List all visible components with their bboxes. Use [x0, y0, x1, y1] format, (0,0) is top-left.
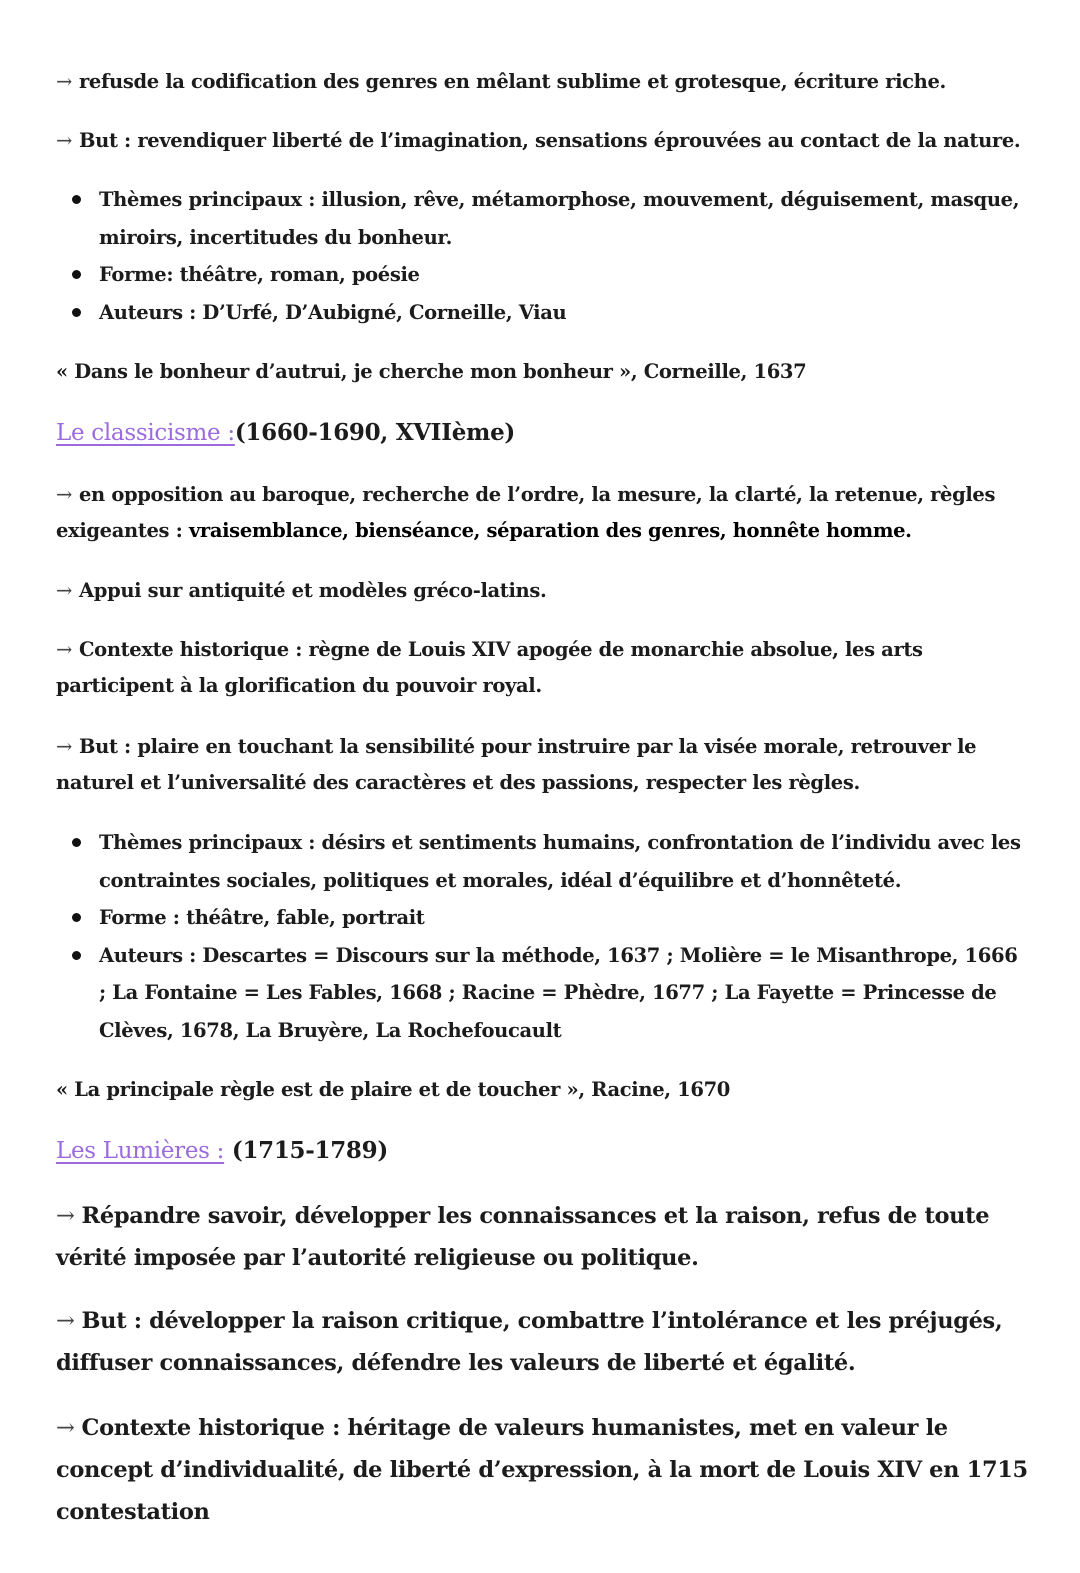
arrow-right-icon: → — [56, 1415, 75, 1441]
bullet-icon — [72, 308, 81, 317]
paragraph-text: Répandre savoir, développer les connaissances et la raison, refus de toute vérité imposée par l’autorité religieuse ou politique. — [56, 1203, 990, 1271]
paragraph — [56, 1195, 1028, 1279]
paragraph-text: But : plaire en touchant la sensibilité pour instruire par la visée morale, retrouver le naturel et l’universalité des caractères et des passions, respecter les règles. — [56, 735, 977, 794]
paragraph — [56, 573, 1028, 609]
list-item: Thèmes principaux : illusion, rêve, métamorphose, mouvement, déguisement, masque, miroirs, incertitudes du bonheur. — [72, 181, 1028, 256]
arrow-right-icon: → — [56, 483, 72, 506]
paragraph-text: en opposition au baroque, recherche de l’ordre, la mesure, la clarté, la retenue, règles exigeantes : — [56, 483, 996, 542]
arrow-right-icon: → — [56, 1308, 75, 1334]
bullet-icon — [72, 270, 81, 279]
list-item: Forme: théâtre, roman, poésie — [72, 256, 1028, 294]
paragraph — [56, 729, 1028, 801]
arrow-right-icon: → — [56, 70, 72, 93]
arrow-right-icon: → — [56, 579, 72, 602]
bullet-icon — [72, 913, 81, 922]
list-item: Auteurs : D’Urfé, D’Aubigné, Corneille, Viau — [72, 294, 1028, 332]
paragraph-text: Appui sur antiquité et modèles gréco-latins. — [79, 579, 547, 602]
list-item: Auteurs : Descartes = Discours sur la méthode, 1637 ; Molière = le Misanthrope, 1666 ; La Fontaine = Les Fables, 1668 ; Racine = Phèdre, 1677 ; La Fayette = Princesse de Clèves, 1678, La Bruyère, La Rochefoucault — [72, 937, 1028, 1050]
paragraph-text: Contexte historique : règne de Louis XIV apogée de monarchie absolue, les arts participent à la glorification du pouvoir royal. — [56, 638, 923, 697]
paragraph — [56, 64, 1028, 100]
bullet-icon — [72, 195, 81, 204]
section-heading-lumieres — [56, 1131, 1028, 1171]
bullet-icon — [72, 838, 81, 847]
section-heading-classicisme — [56, 413, 1028, 453]
section-link[interactable]: Les Lumières : — [56, 1138, 225, 1164]
section-link[interactable]: Le classicisme : — [56, 420, 235, 446]
section-dates: (1715-1789) — [231, 1137, 388, 1164]
paragraph — [56, 1407, 1028, 1533]
paragraph-text: But : développer la raison critique, combattre l’intolérance et les préjugés, diffuser connaissances, défendre les valeurs de liberté et égalité. — [56, 1308, 1003, 1376]
arrow-right-icon: → — [56, 735, 72, 758]
section-dates: (1660-1690, XVIIème) — [234, 419, 516, 446]
paragraph — [56, 1300, 1028, 1384]
bullet-icon — [72, 951, 81, 960]
list-item: Thèmes principaux : désirs et sentiments humains, confrontation de l’individu avec les contraintes sociales, politiques et morales, idéal d’équilibre et d’honnêteté. — [72, 824, 1028, 899]
quote: « Dans le bonheur d’autrui, je cherche mon bonheur », Corneille, 1637 — [56, 360, 807, 383]
paragraph-text: But : revendiquer liberté de l’imagination, sensations éprouvées au contact de la nature. — [79, 129, 1021, 152]
paragraph — [56, 123, 1028, 159]
list-item: Forme : théâtre, fable, portrait — [72, 899, 1028, 937]
paragraph — [56, 632, 1028, 704]
arrow-right-icon: → — [56, 638, 72, 661]
paragraph-emphasis: vraisemblance, bienséance, séparation des genres, honnête homme. — [188, 519, 912, 542]
paragraph-text: refusde la codification des genres en mêlant sublime et grotesque, écriture riche. — [79, 70, 946, 93]
bullet-list — [72, 824, 1028, 1049]
arrow-right-icon: → — [56, 1203, 75, 1229]
arrow-right-icon: → — [56, 129, 72, 152]
bullet-list — [72, 181, 1028, 331]
quote: « La principale règle est de plaire et de toucher », Racine, 1670 — [56, 1078, 731, 1101]
paragraph-text: Contexte historique : héritage de valeurs humanistes, met en valeur le concept d’individualité, de liberté d’expression, à la mort de Louis XIV en 1715 contestation — [56, 1415, 1028, 1525]
paragraph — [56, 477, 1028, 549]
